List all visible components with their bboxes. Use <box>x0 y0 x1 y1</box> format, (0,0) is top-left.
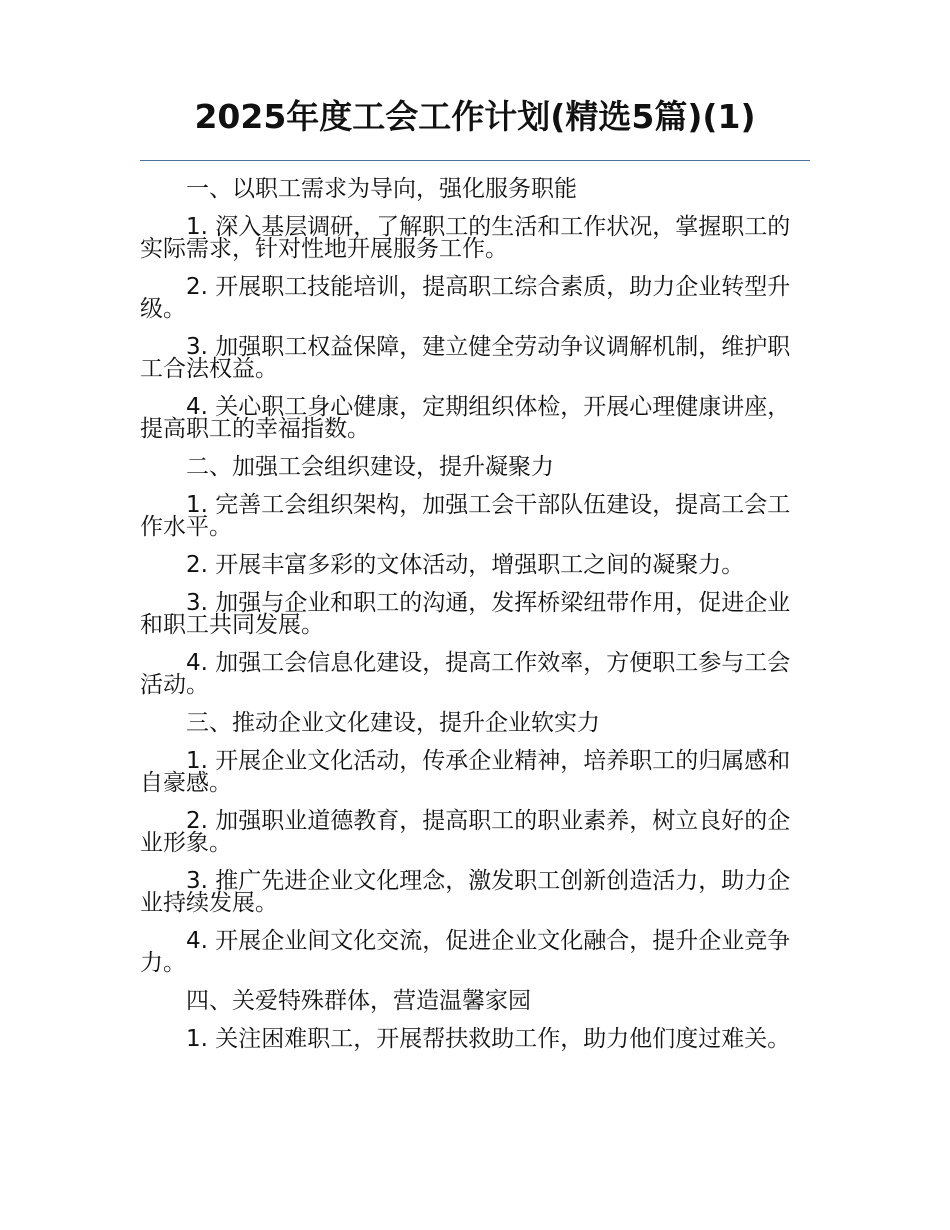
paragraph-1-4: 4. 关心职工身心健康，定期组织体检，开展心理健康讲座，提高职工的幸福指数。 <box>140 394 791 442</box>
paragraph-1-3: 3. 加强职工权益保障，建立健全劳动争议调解机制，维护职工合法权益。 <box>140 334 791 382</box>
paragraph-3-4: 4. 开展企业间文化交流，促进企业文化融合，提升企业竞争力。 <box>140 928 791 976</box>
paragraph-3-3: 3. 推广先进企业文化理念，激发职工创新创造活力，助力企业持续发展。 <box>140 868 791 916</box>
paragraph-4-1: 1. 关注困难职工，开展帮扶救助工作，助力他们度过难关。 <box>186 1026 791 1052</box>
paragraph-3-1: 1. 开展企业文化活动，传承企业精神，培养职工的归属感和自豪感。 <box>140 748 791 796</box>
paragraph-1-1: 1. 深入基层调研，了解职工的生活和工作状况，掌握职工的实际需求，针对性地开展服务工作。 <box>140 214 791 262</box>
section-heading-3: 三、推动企业文化建设，提升企业软实力 <box>186 710 600 736</box>
paragraph-2-4: 4. 加强工会信息化建设，提高工作效率，方便职工参与工会活动。 <box>140 650 791 698</box>
document-body <box>140 178 810 1066</box>
paragraph-1-2: 2. 开展职工技能培训，提高职工综合素质，助力企业转型升级。 <box>140 274 791 322</box>
paragraph-2-3: 3. 加强与企业和职工的沟通，发挥桥梁纽带作用，促进企业和职工共同发展。 <box>140 590 791 638</box>
title-divider <box>140 160 810 161</box>
page-title: 2025年度工会工作计划(精选5篇)(1) <box>194 97 756 136</box>
paragraph-2-1: 1. 完善工会组织架构，加强工会干部队伍建设，提高工会工作水平。 <box>140 492 791 540</box>
section-heading-4: 四、关爱特殊群体，营造温馨家园 <box>186 988 531 1014</box>
paragraph-2-2: 2. 开展丰富多彩的文体活动，增强职工之间的凝聚力。 <box>186 552 745 578</box>
section-heading-1: 一、以职工需求为导向，强化服务职能 <box>186 176 577 202</box>
paragraph-3-2: 2. 加强职业道德教育，提高职工的职业素养，树立良好的企业形象。 <box>140 808 791 856</box>
section-heading-2: 二、加强工会组织建设，提升凝聚力 <box>186 454 554 480</box>
